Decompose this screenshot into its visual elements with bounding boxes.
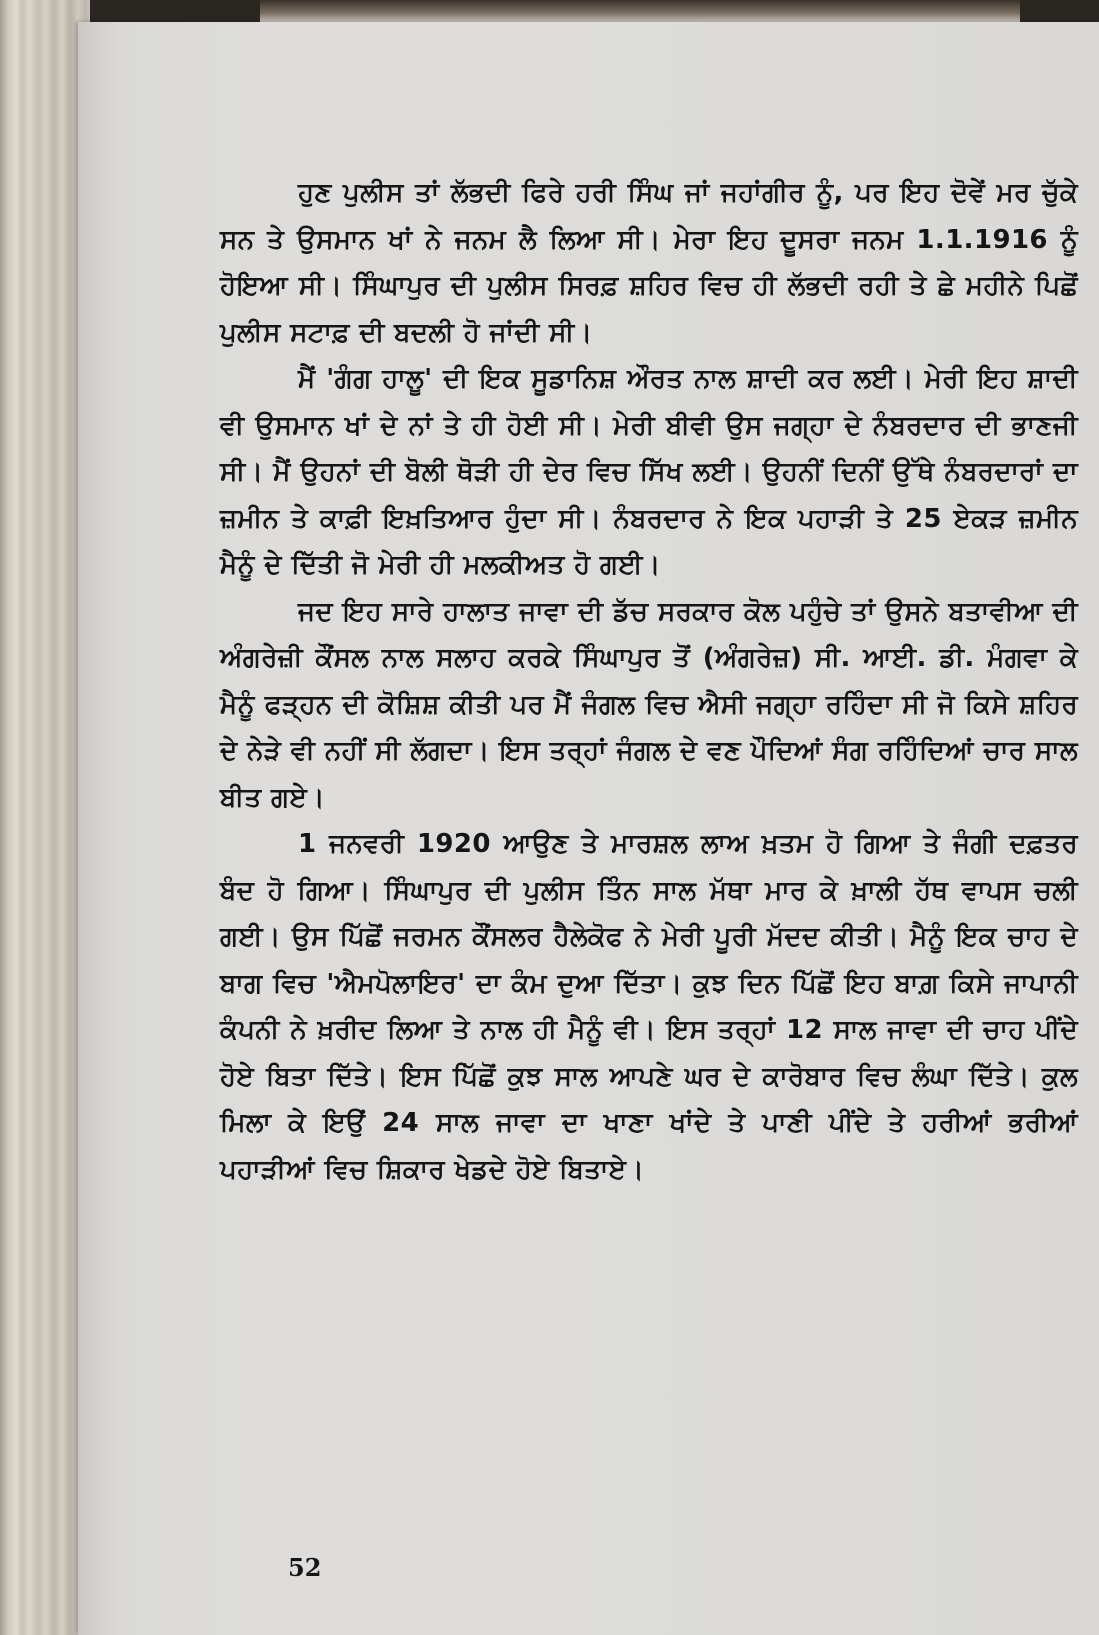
book-page-edges: [0, 0, 90, 1635]
paragraph-1: ਹੁਣ ਪੁਲੀਸ ਤਾਂ ਲੱਭਦੀ ਫਿਰੇ ਹਰੀ ਸਿੰਘ ਜਾਂ ਜਹਾਂਗੀਰ ਨੂੰ, ਪਰ ਇਹ ਦੋਵੇਂ ਮਰ ਚੁੱਕੇ ਸਨ ਤੇ ਉਸਮਾਨ ਖਾਂ ਨੇ ਜਨਮ ਲੈ ਲਿਆ ਸੀ। ਮੇਰਾ ਇਹ ਦੂਸਰਾ ਜਨਮ 1.1.1916 ਨੂੰ ਹੋਇਆ ਸੀ। ਸਿੰਘਾਪੁਰ ਦੀ ਪੁਲੀਸ ਸਿਰਫ਼ ਸ਼ਹਿਰ ਵਿਚ ਹੀ ਲੱਭਦੀ ਰਹੀ ਤੇ ਛੇ ਮਹੀਨੇ ਪਿਛੋਂ ਪੁਲੀਸ ਸਟਾਫ਼ ਦੀ ਬਦਲੀ ਹੋ ਜਾਂਦੀ ਸੀ।: [220, 178, 1078, 348]
paragraph-2: ਮੈਂ 'ਗੰਗ ਹਾਲੂ' ਦੀ ਇਕ ਸੂਡਾਨਿਸ਼ ਔਰਤ ਨਾਲ ਸ਼ਾਦੀ ਕਰ ਲਈ। ਮੇਰੀ ਇਹ ਸ਼ਾਦੀ ਵੀ ਉਸਮਾਨ ਖਾਂ ਦੇ ਨਾਂ ਤੇ ਹੀ ਹੋਈ ਸੀ। ਮੇਰੀ ਬੀਵੀ ਉਸ ਜਗ੍ਹਾ ਦੇ ਨੰਬਰਦਾਰ ਦੀ ਭਾਣਜੀ ਸੀ। ਮੈਂ ਉਹਨਾਂ ਦੀ ਬੋਲੀ ਥੋੜੀ ਹੀ ਦੇਰ ਵਿਚ ਸਿੱਖ ਲਈ। ਉਹਨੀਂ ਦਿਨੀਂ ਉੱਥੇ ਨੰਬਰਦਾਰਾਂ ਦਾ ਜ਼ਮੀਨ ਤੇ ਕਾਫ਼ੀ ਇਖ਼ਤਿਆਰ ਹੁੰਦਾ ਸੀ। ਨੰਬਰਦਾਰ ਨੇ ਇਕ ਪਹਾੜੀ ਤੇ 25 ਏਕੜ ਜ਼ਮੀਨ ਮੈਨੂੰ ਦੇ ਦਿੱਤੀ ਜੋ ਮੇਰੀ ਹੀ ਮਲਕੀਅਤ ਹੋ ਗਈ।: [220, 364, 1078, 580]
paragraph-4: 1 ਜਨਵਰੀ 1920 ਆਉਣ ਤੇ ਮਾਰਸ਼ਲ ਲਾਅ ਖ਼ਤਮ ਹੋ ਗਿਆ ਤੇ ਜੰਗੀ ਦਫ਼ਤਰ ਬੰਦ ਹੋ ਗਿਆ। ਸਿੰਘਾਪੁਰ ਦੀ ਪੁਲੀਸ ਤਿੰਨ ਸਾਲ ਮੱਥਾ ਮਾਰ ਕੇ ਖ਼ਾਲੀ ਹੱਥ ਵਾਪਸ ਚਲੀ ਗਈ। ਉਸ ਪਿੱਛੋਂ ਜਰਮਨ ਕੌਂਸਲਰ ਹੈਲੇਕੋਫ ਨੇ ਮੇਰੀ ਪੂਰੀ ਮੱਦਦ ਕੀਤੀ। ਮੈਨੂੰ ਇਕ ਚਾਹ ਦੇ ਬਾਗ ਵਿਚ 'ਐਮਪੋਲਾਇਰ' ਦਾ ਕੰਮ ਦੁਆ ਦਿੱਤਾ। ਕੁਝ ਦਿਨ ਪਿੱਛੋਂ ਇਹ ਬਾਗ਼ ਕਿਸੇ ਜਾਪਾਨੀ ਕੰਪਨੀ ਨੇ ਖ਼ਰੀਦ ਲਿਆ ਤੇ ਨਾਲ ਹੀ ਮੈਨੂੰ ਵੀ। ਇਸ ਤਰ੍ਹਾਂ 12 ਸਾਲ ਜਾਵਾ ਦੀ ਚਾਹ ਪੀਂਦੇ ਹੋਏ ਬਿਤਾ ਦਿੱਤੇ। ਇਸ ਪਿੱਛੋਂ ਕੁਝ ਸਾਲ ਆਪਣੇ ਘਰ ਦੇ ਕਾਰੋਬਾਰ ਵਿਚ ਲੰਘਾ ਦਿੱਤੇ। ਕੁਲ ਮਿਲਾ ਕੇ ਇਉਂ 24 ਸਾਲ ਜਾਵਾ ਦਾ ਖਾਣਾ ਖਾਂਦੇ ਤੇ ਪਾਣੀ ਪੀਂਦੇ ਤੇ ਹਰੀਆਂ ਭਰੀਆਂ ਪਹਾੜੀਆਂ ਵਿਚ ਸ਼ਿਕਾਰ ਖੇਡਦੇ ਹੋਏ ਬਿਤਾਏ।: [220, 829, 1078, 1185]
book-cover-edge: [260, 0, 1020, 22]
page-body-text: [220, 170, 1078, 1193]
page-number: 52: [288, 1553, 322, 1582]
paragraph-3: ਜਦ ਇਹ ਸਾਰੇ ਹਾਲਾਤ ਜਾਵਾ ਦੀ ਡੱਚ ਸਰਕਾਰ ਕੋਲ ਪਹੁੰਚੇ ਤਾਂ ਉਸਨੇ ਬਤਾਵੀਆ ਦੀ ਅੰਗਰੇਜ਼ੀ ਕੌਂਸਲ ਨਾਲ ਸਲਾਹ ਕਰਕੇ ਸਿੰਘਾਪੁਰ ਤੋਂ (ਅੰਗਰੇਜ਼) ਸੀ. ਆਈ. ਡੀ. ਮੰਗਵਾ ਕੇ ਮੈਨੂੰ ਫੜ੍ਹਨ ਦੀ ਕੋਸ਼ਿਸ਼ ਕੀਤੀ ਪਰ ਮੈਂ ਜੰਗਲ ਵਿਚ ਐਸੀ ਜਗ੍ਹਾ ਰਹਿੰਦਾ ਸੀ ਜੋ ਕਿਸੇ ਸ਼ਹਿਰ ਦੇ ਨੇੜੇ ਵੀ ਨਹੀਂ ਸੀ ਲੱਗਦਾ। ਇਸ ਤਰ੍ਹਾਂ ਜੰਗਲ ਦੇ ਵਣ ਪੌਦਿਆਂ ਸੰਗ ਰਹਿੰਦਿਆਂ ਚਾਰ ਸਾਲ ਬੀਤ ਗਏ।: [220, 596, 1078, 813]
book-page: [78, 22, 1099, 1635]
